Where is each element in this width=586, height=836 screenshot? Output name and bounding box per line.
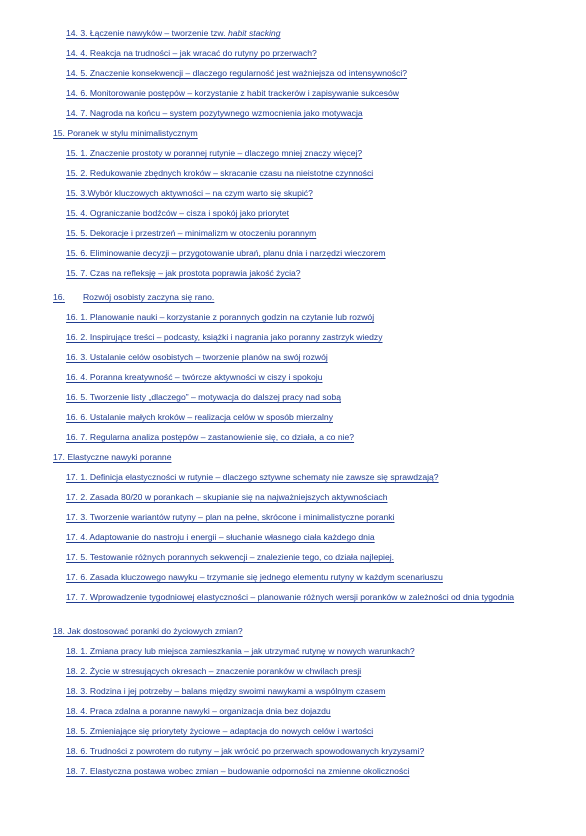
toc-entry-16-2[interactable]: 16. 2. Inspirujące treści – podcasty, książki i nagrania jako poranny zastrzyk wiedzy <box>66 332 383 342</box>
toc-entry-17-1[interactable]: 17. 1. Definicja elastyczności w rutynie – dlaczego sztywne schematy nie zawsze się sprawdzają? <box>66 472 439 482</box>
toc-entry-14-7[interactable]: 14. 7. Nagroda na końcu – system pozytywnego wzmocnienia jako motywacja <box>66 108 363 118</box>
toc-entry-16-5[interactable]: 16. 5. Tworzenie listy „dlaczego” – motywacja do dalszej pracy nad sobą <box>66 392 341 402</box>
toc-entry-18-3[interactable]: 18. 3. Rodzina i jej potrzeby – balans między swoimi nawykami a wspólnym czasem <box>66 686 386 696</box>
toc-entry-17-6[interactable]: 17. 6. Zasada kluczowego nawyku – trzymanie się jednego elementu rutyny w każdym scenariuszu <box>66 572 443 582</box>
toc-section-16-number: 16. <box>53 292 65 302</box>
toc-entry-17-5[interactable]: 17. 5. Testowanie różnych porannych sekwencji – znalezienie tego, co działa najlepiej. <box>66 552 395 562</box>
toc-entry-15-4[interactable]: 15. 4. Ograniczanie bodźców – cisza i spokój jako priorytet <box>66 208 290 218</box>
toc-section-16[interactable] <box>53 292 214 303</box>
toc-entry-15-2[interactable]: 15. 2. Redukowanie zbędnych kroków – skracanie czasu na nieistotne czynności <box>66 168 374 178</box>
toc-entry-17-2[interactable]: 17. 2. Zasada 80/20 w porankach – skupianie się na najważniejszych aktywnościach <box>66 492 388 502</box>
toc-entry-17-4[interactable]: 17. 4. Adaptowanie do nastroju i energii – słuchanie własnego ciała każdego dnia <box>66 532 375 542</box>
toc-entry-18-7[interactable]: 18. 7. Elastyczna postawa wobec zmian – budowanie odporności na zmienne okoliczności <box>66 766 410 776</box>
toc-section-15[interactable]: 15. Poranek w stylu minimalistycznym <box>53 128 198 138</box>
toc-entry-14-3-text: 14. 3. Łączenie nawyków – tworzenie tzw. <box>66 28 228 38</box>
toc-section-16-title: Rozwój osobisty zaczyna się rano. <box>82 292 215 302</box>
toc-entry-17-3[interactable]: 17. 3. Tworzenie wariantów rutyny – plan na pełne, skrócone i minimalistyczne poranki <box>66 512 395 522</box>
toc-entry-15-3[interactable]: 15. 3.Wybór kluczowych aktywności – na czym warto się skupić? <box>66 188 313 198</box>
toc-entry-15-7[interactable]: 15. 7. Czas na refleksję – jak prostota poprawia jakość życia? <box>66 268 301 278</box>
toc-section-18[interactable]: 18. Jak dostosować poranki do życiowych zmian? <box>53 626 243 636</box>
toc-entry-16-1[interactable]: 16. 1. Planowanie nauki – korzystanie z porannych godzin na czytanie lub rozwój <box>66 312 375 322</box>
toc-entry-14-3-italic: habit stacking <box>227 28 281 38</box>
toc-entry-14-4[interactable]: 14. 4. Reakcja na trudności – jak wracać do rutyny po przerwach? <box>66 48 317 58</box>
toc-entry-15-6[interactable]: 15. 6. Eliminowanie decyzji – przygotowanie ubrań, planu dnia i narzędzi wieczorem <box>66 248 386 258</box>
toc-entry-18-5[interactable]: 18. 5. Zmieniające się priorytety życiowe – adaptacja do nowych celów i wartości <box>66 726 374 736</box>
toc-section-17[interactable]: 17. Elastyczne nawyki poranne <box>53 452 172 462</box>
toc-entry-15-5[interactable]: 15. 5. Dekoracje i przestrzeń – minimalizm w otoczeniu porannym <box>66 228 317 238</box>
toc-entry-15-1[interactable]: 15. 1. Znaczenie prostoty w porannej rutynie – dlaczego mniej znaczy więcej? <box>66 148 363 158</box>
toc-entry-17-7[interactable]: 17. 7. Wprowadzenie tygodniowej elastyczności – planowanie różnych wersji poranków w zależności od dnia tygodnia <box>66 592 515 602</box>
toc-entry-16-3[interactable]: 16. 3. Ustalanie celów osobistych – tworzenie planów na swój rozwój <box>66 352 328 362</box>
toc-entry-14-3[interactable] <box>66 28 281 39</box>
toc-entry-14-5[interactable]: 14. 5. Znaczenie konsekwencji – dlaczego regularność jest ważniejsza od intensywności? <box>66 68 408 78</box>
toc-entry-16-4[interactable]: 16. 4. Poranna kreatywność – twórcze aktywności w ciszy i spokoju <box>66 372 323 382</box>
toc-entry-16-7[interactable]: 16. 7. Regularna analiza postępów – zastanowienie się, co działa, a co nie? <box>66 432 355 442</box>
toc-entry-18-4[interactable]: 18. 4. Praca zdalna a poranne nawyki – organizacja dnia bez dojazdu <box>66 706 331 716</box>
toc-entry-18-1[interactable]: 18. 1. Zmiana pracy lub miejsca zamieszkania – jak utrzymać rutynę w nowych warunkach? <box>66 646 415 656</box>
toc-entry-18-6[interactable]: 18. 6. Trudności z powrotem do rutyny – jak wrócić po przerwach spowodowanych kryzysami? <box>66 746 425 756</box>
toc-entry-18-2[interactable]: 18. 2. Życie w stresujących okresach – znaczenie poranków w chwilach presji <box>66 666 362 676</box>
toc-entry-14-6[interactable]: 14. 6. Monitorowanie postępów – korzystanie z habit trackerów i zapisywanie sukcesów <box>66 88 399 98</box>
toc-entry-16-6[interactable]: 16. 6. Ustalanie małych kroków – realizacja celów w sposób mierzalny <box>66 412 333 422</box>
